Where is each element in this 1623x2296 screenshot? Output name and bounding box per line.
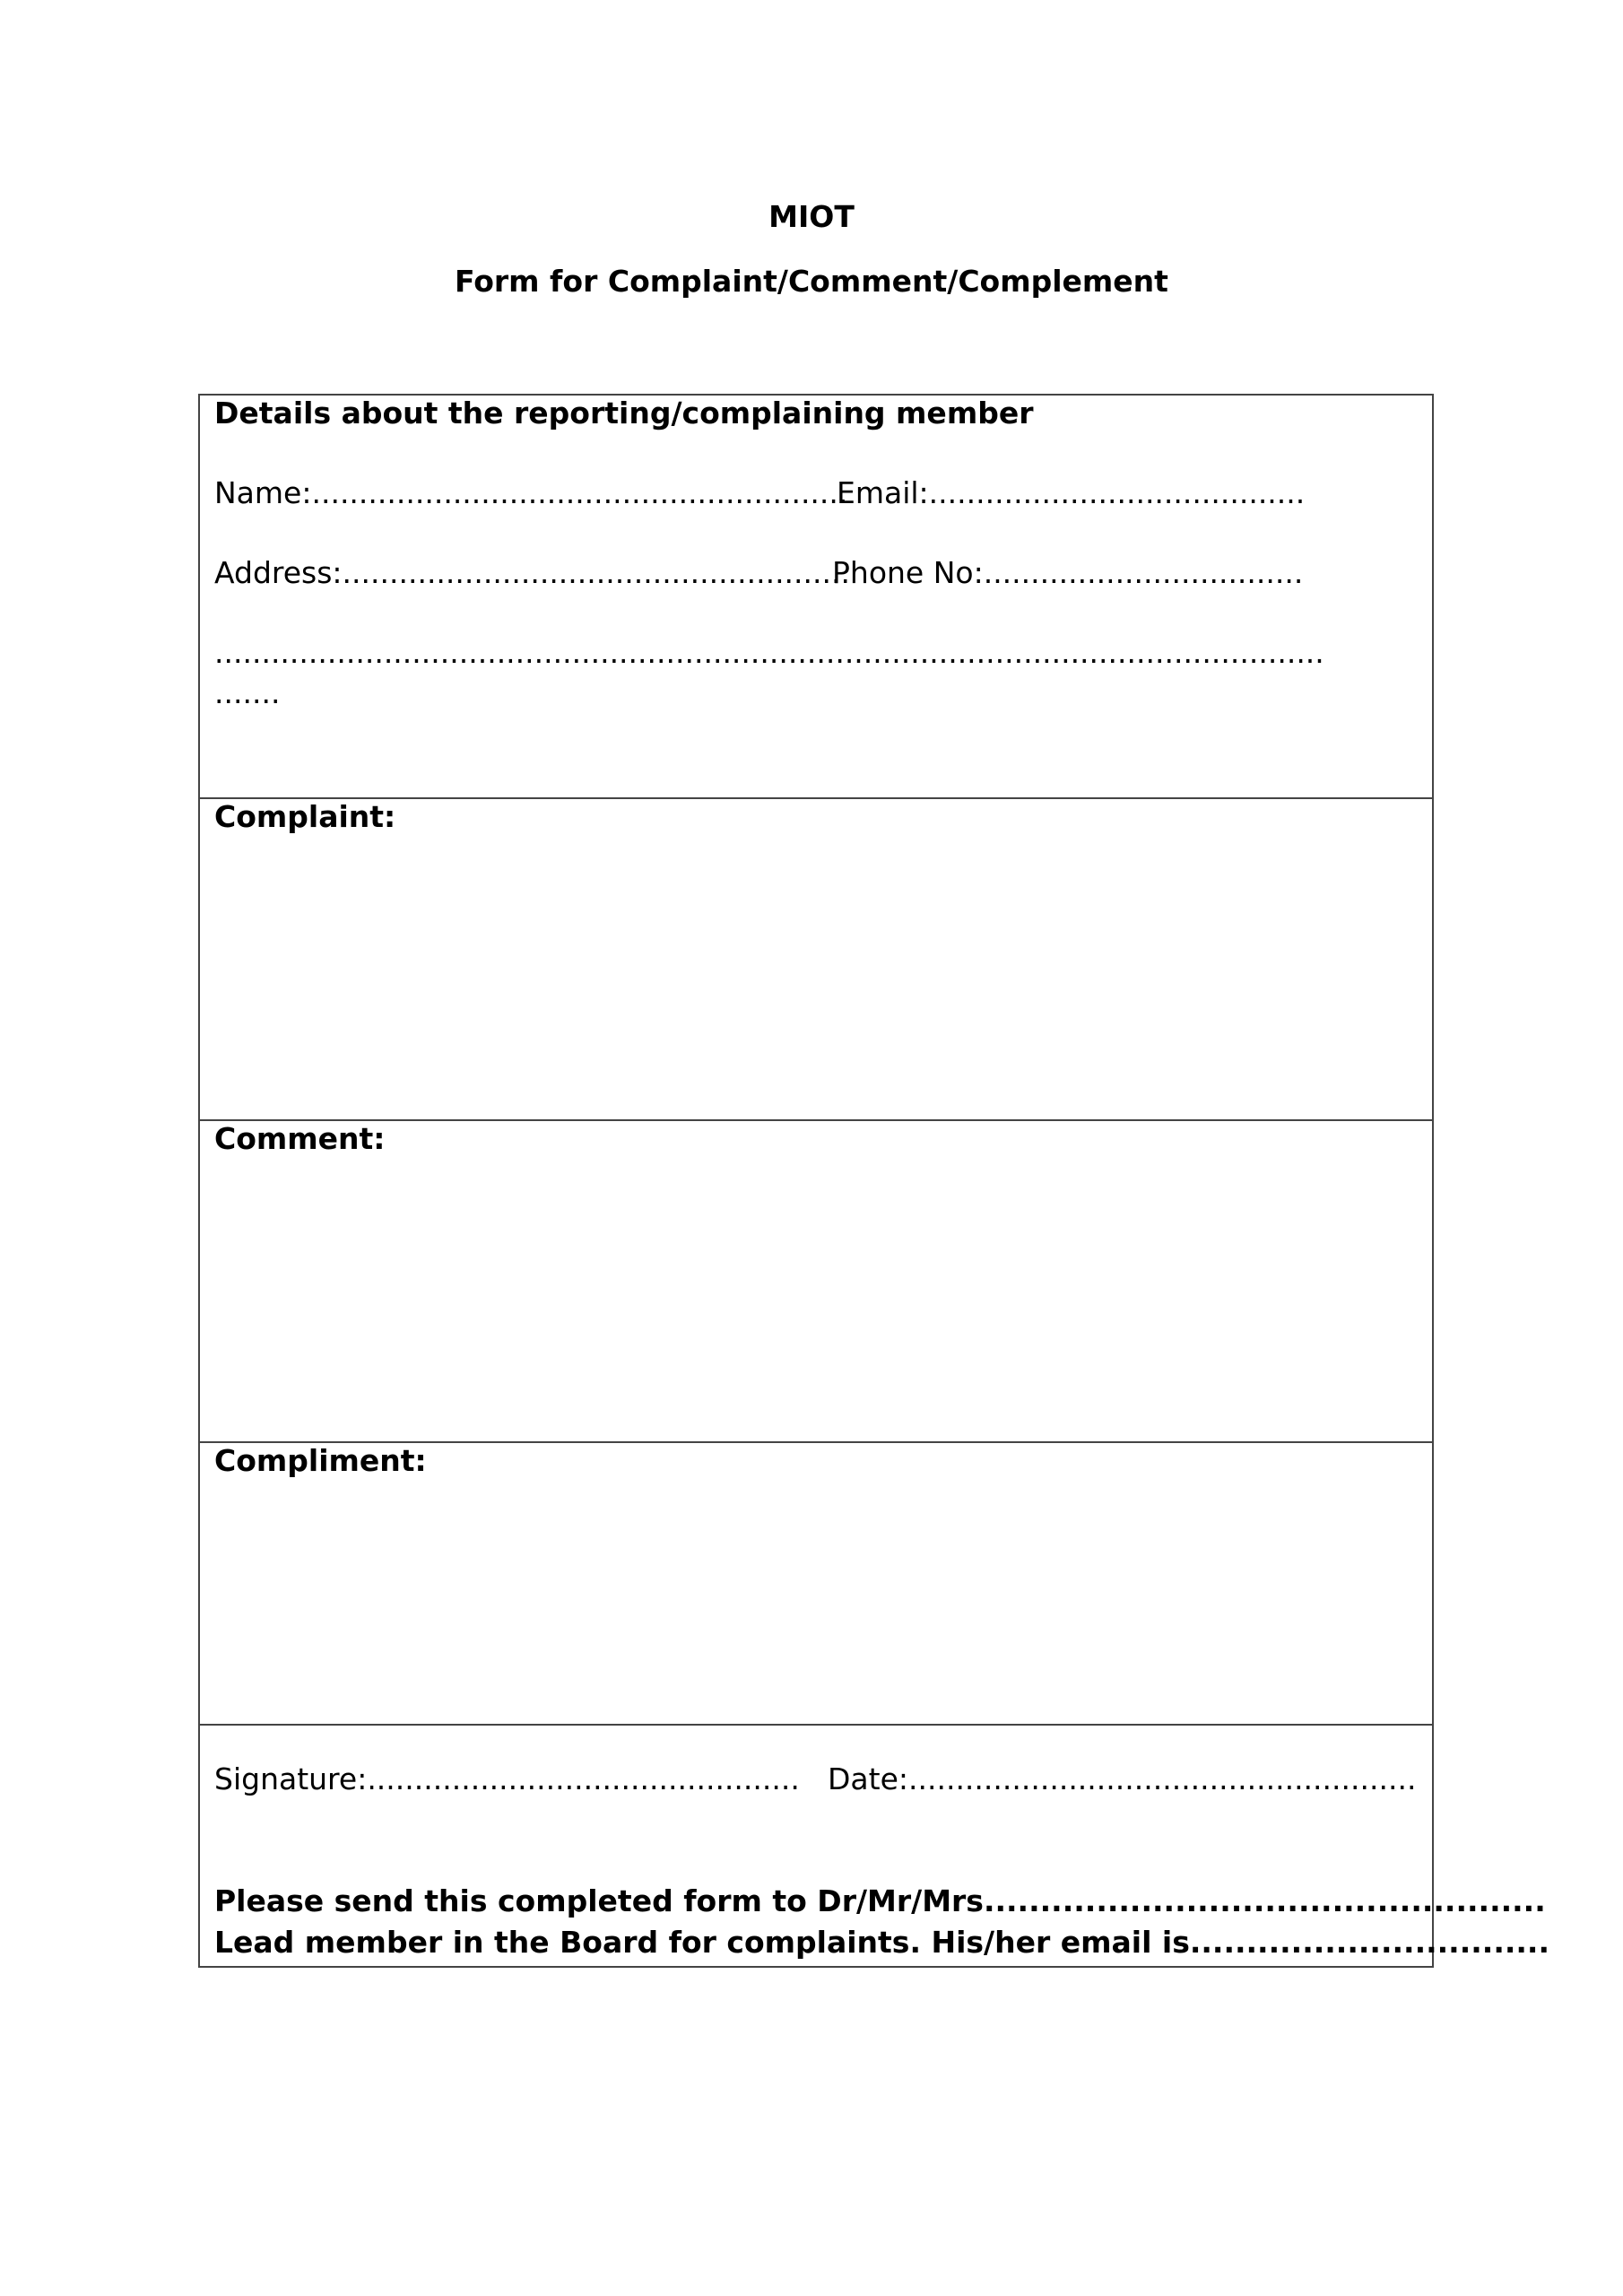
- comment-heading: Comment:: [214, 1121, 386, 1156]
- complaint-section[interactable]: [200, 799, 1432, 1120]
- lead-member-email-line: Lead member in the Board for complaints. His/her email is................................: [214, 1925, 1549, 1960]
- name-field[interactable]: Name:.........................................................: [214, 475, 848, 510]
- compliment-section[interactable]: [200, 1443, 1432, 1725]
- complaint-form-table: [198, 394, 1549, 1968]
- send-instructions: Please send this completed form to Dr/Mr/Mrs..................................................: [214, 1883, 1546, 1918]
- phone-field[interactable]: Phone No:..................................: [832, 555, 1304, 590]
- email-field[interactable]: Email:........................................: [837, 475, 1306, 510]
- page-title: MIOT: [768, 199, 855, 234]
- comment-section[interactable]: [200, 1121, 1432, 1442]
- page-subtitle: Form for Complaint/Comment/Complement: [455, 264, 1168, 299]
- address-field[interactable]: Address:......................................................: [214, 555, 850, 590]
- date-field[interactable]: Date:......................................................: [828, 1761, 1417, 1796]
- address-continuation-line[interactable]: ......................................................................................................................: [214, 635, 1324, 670]
- address-continuation-line-2[interactable]: .......: [214, 675, 281, 710]
- compliment-heading: Compliment:: [214, 1443, 427, 1478]
- footer-section: [200, 1726, 1549, 1968]
- member-details-heading: Details about the reporting/complaining member: [214, 396, 1034, 430]
- member-details-section: [200, 396, 1432, 799]
- signature-field[interactable]: Signature:..............................................: [214, 1761, 800, 1796]
- complaint-heading: Complaint:: [214, 799, 396, 834]
